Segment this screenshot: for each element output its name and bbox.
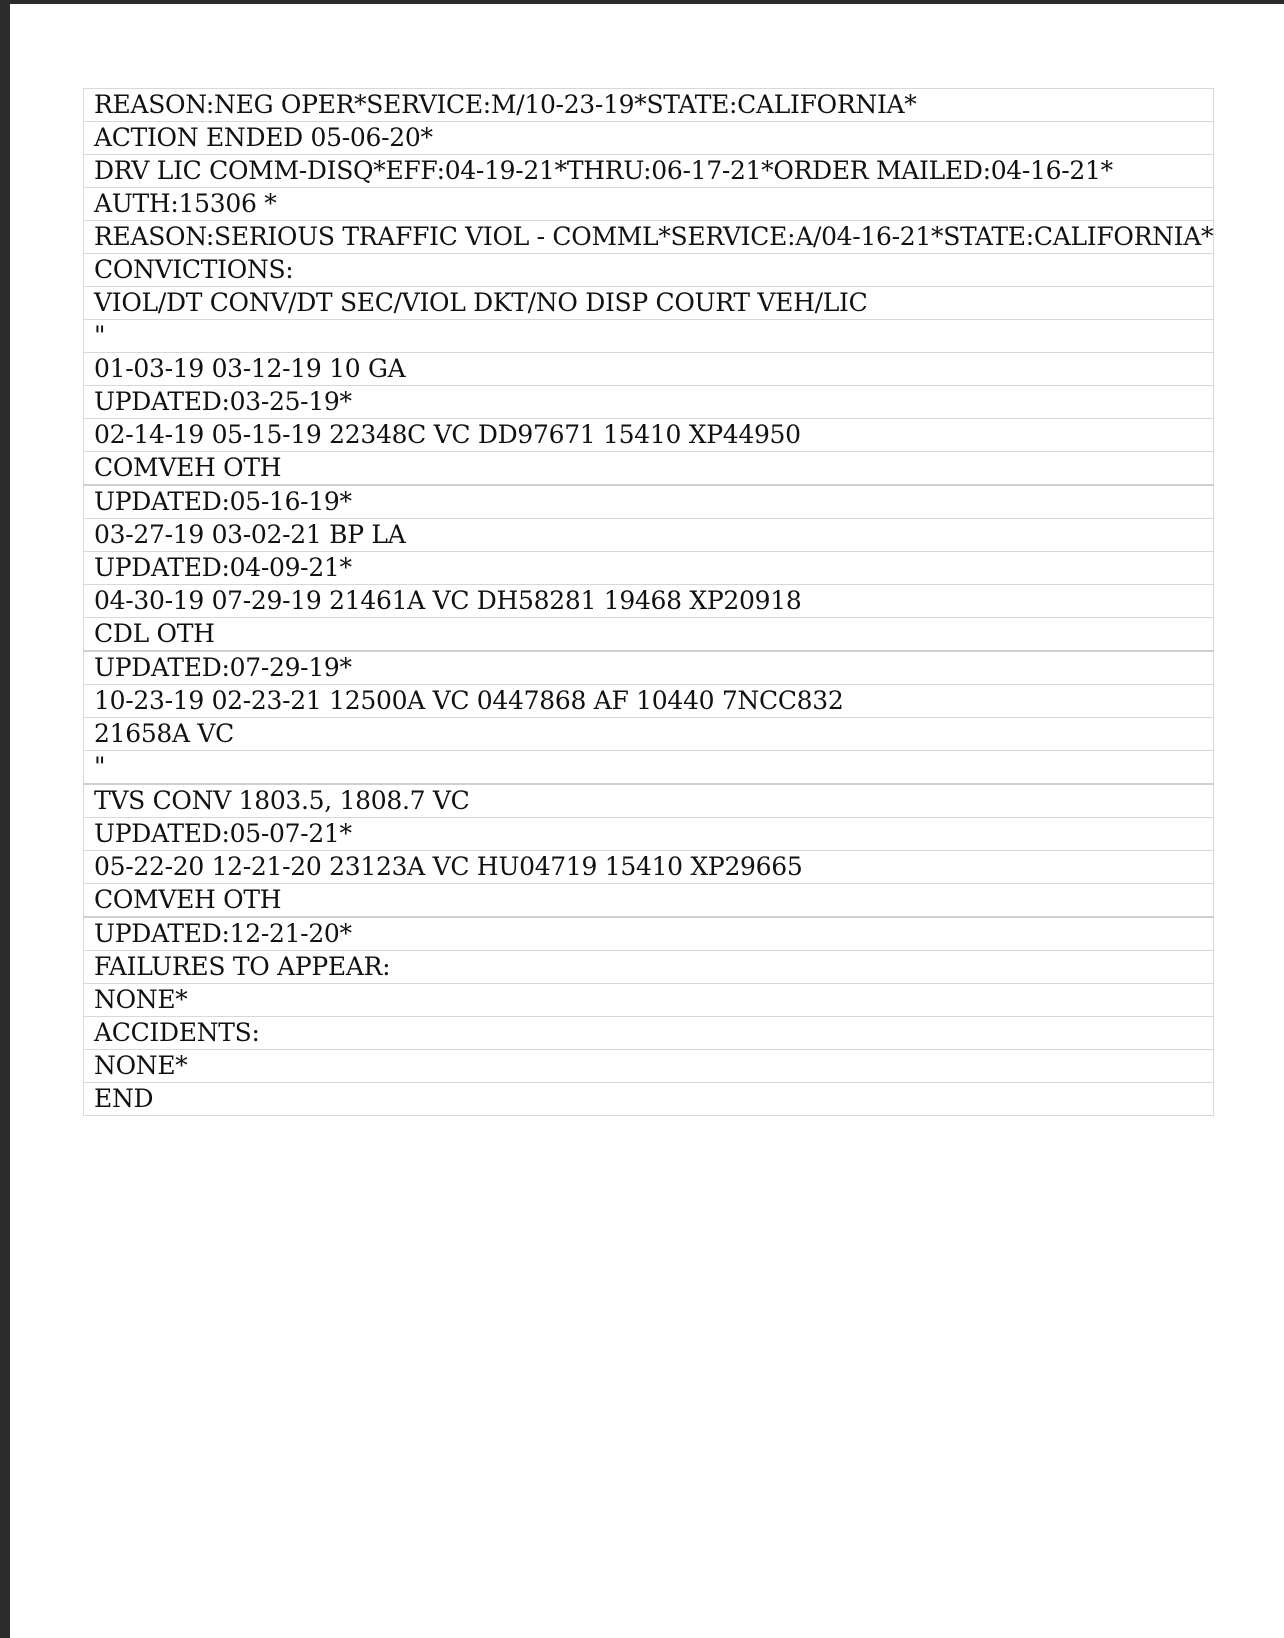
record-line: ACTION ENDED 05-06-20* (84, 122, 1214, 155)
driver-record-table (83, 88, 1214, 1116)
table-row (84, 320, 1214, 353)
table-row (84, 419, 1214, 452)
record-line: 03-27-19 03-02-21 BP LA (84, 519, 1214, 552)
record-line: CONVICTIONS: (84, 254, 1214, 287)
record-line: 02-14-19 05-15-19 22348C VC DD97671 15410 XP44950 (84, 419, 1214, 452)
table-row (84, 984, 1214, 1017)
record-line: NONE* (84, 984, 1214, 1017)
record-line: UPDATED:07-29-19* (84, 651, 1214, 685)
record-line: REASON:NEG OPER*SERVICE:M/10-23-19*STATE:CALIFORNIA* (84, 89, 1214, 122)
table-row (84, 89, 1214, 122)
record-line: DRV LIC COMM-DISQ*EFF:04-19-21*THRU:06-17-21*ORDER MAILED:04-16-21* (84, 155, 1214, 188)
table-row (84, 951, 1214, 984)
record-line: VIOL/DT CONV/DT SEC/VIOL DKT/NO DISP COURT VEH/LIC (84, 287, 1214, 320)
table-row (84, 618, 1214, 652)
table-row (84, 254, 1214, 287)
table-row (84, 519, 1214, 552)
table-row (84, 353, 1214, 386)
table-row (84, 685, 1214, 718)
record-line: AUTH:15306 * (84, 188, 1214, 221)
table-row (84, 287, 1214, 320)
table-row (84, 552, 1214, 585)
record-line: END (84, 1083, 1214, 1116)
record-line: UPDATED:12-21-20* (84, 917, 1214, 951)
record-line: TVS CONV 1803.5, 1808.7 VC (84, 784, 1214, 818)
table-row (84, 651, 1214, 685)
table-row (84, 751, 1214, 785)
table-row (84, 818, 1214, 851)
record-line: UPDATED:04-09-21* (84, 552, 1214, 585)
record-line: UPDATED:03-25-19* (84, 386, 1214, 419)
record-line: 04-30-19 07-29-19 21461A VC DH58281 19468 XP20918 (84, 585, 1214, 618)
record-line: " (84, 751, 1214, 785)
table-row (84, 452, 1214, 486)
table-row (84, 1083, 1214, 1116)
record-line: UPDATED:05-16-19* (84, 485, 1214, 519)
table-row (84, 155, 1214, 188)
table-row (84, 585, 1214, 618)
record-line: ACCIDENTS: (84, 1017, 1214, 1050)
table-row (84, 884, 1214, 918)
record-line: REASON:SERIOUS TRAFFIC VIOL - COMML*SERVICE:A/04-16-21*STATE:CALIFORNIA* (84, 221, 1214, 254)
record-line: 21658A VC (84, 718, 1214, 751)
table-row (84, 188, 1214, 221)
record-line: FAILURES TO APPEAR: (84, 951, 1214, 984)
record-line: NONE* (84, 1050, 1214, 1083)
record-line: 05-22-20 12-21-20 23123A VC HU04719 15410 XP29665 (84, 851, 1214, 884)
record-line: CDL OTH (84, 618, 1214, 652)
table-row (84, 784, 1214, 818)
record-line: COMVEH OTH (84, 884, 1214, 918)
table-row (84, 718, 1214, 751)
table-row (84, 485, 1214, 519)
document-page (10, 4, 1284, 1638)
table-row (84, 386, 1214, 419)
table-row (84, 221, 1214, 254)
table-row (84, 1050, 1214, 1083)
table-row (84, 122, 1214, 155)
table-row (84, 1017, 1214, 1050)
table-row (84, 917, 1214, 951)
record-line: 10-23-19 02-23-21 12500A VC 0447868 AF 10440 7NCC832 (84, 685, 1214, 718)
record-line: " (84, 320, 1214, 353)
record-line: COMVEH OTH (84, 452, 1214, 486)
record-line: UPDATED:05-07-21* (84, 818, 1214, 851)
record-line: 01-03-19 03-12-19 10 GA (84, 353, 1214, 386)
table-row (84, 851, 1214, 884)
